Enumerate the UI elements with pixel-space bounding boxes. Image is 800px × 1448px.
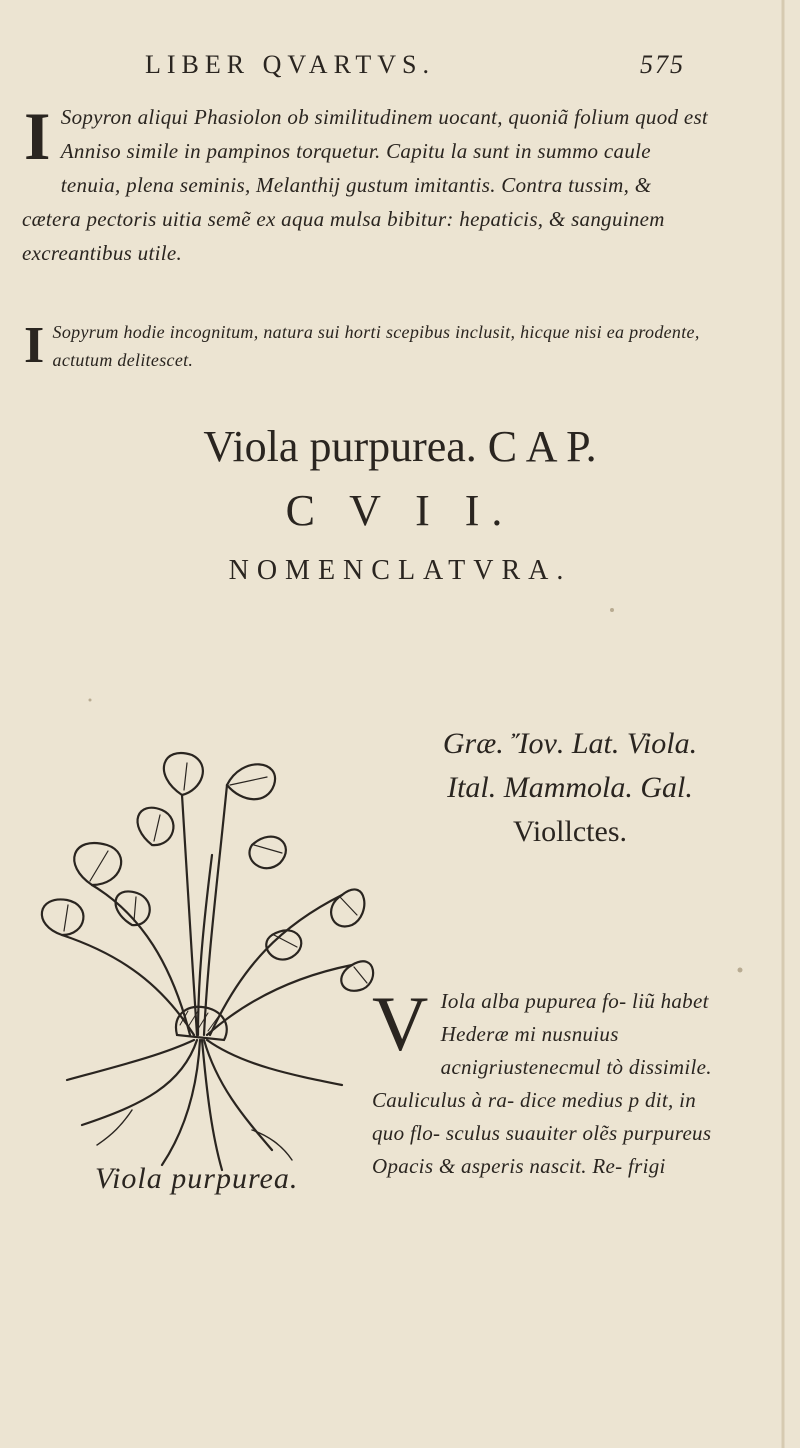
names-block xyxy=(360,722,780,854)
drop-cap: I xyxy=(24,317,45,374)
paragraph-isopyrum-note xyxy=(22,318,712,374)
names-line-3: Viollctes. xyxy=(512,815,627,848)
paragraph-isopyron xyxy=(22,100,712,270)
chapter-title: Viola purpurea. C A P. xyxy=(203,422,597,471)
names-line-2: Ital. Mammola. Gal. xyxy=(447,771,693,804)
paragraph-text: Iola alba pupurea fo- liũ habet Hederæ mi nusnuius acnigriustenecmul tò dissimile. Cauliculus à ra- dice medius p dit, in quo flo- sculus suauiter olẽs purpureus Opacis & asperis nascit. Re- frigi xyxy=(372,989,712,1178)
running-title: LIBER QVARTVS. xyxy=(145,50,435,79)
paragraph-text: Sopyrum hodie incognitum, natura sui horti scepibus inclusit, hicque nisi ea prodente, actutum delitescet. xyxy=(52,322,700,370)
running-header xyxy=(145,50,685,90)
drop-cap: I xyxy=(24,98,51,174)
nomenclature-heading: NOMENCLATVRA. xyxy=(228,555,572,586)
viola-woodcut-illustration xyxy=(12,735,382,1175)
names-line-1: Græ. Ἴον. Lat. Viola. xyxy=(442,727,698,760)
chapter-number: C V I I. xyxy=(285,486,515,535)
figure-caption: Viola purpurea. xyxy=(95,1162,299,1195)
paragraph-viola-description xyxy=(372,980,717,1183)
page-number: 575 xyxy=(640,50,685,79)
drop-cap: V xyxy=(372,980,429,1067)
chapter-heading xyxy=(0,415,800,543)
paragraph-text: Sopyron aliqui Phasiolon ob similitudinem uocant, quoniã folium quod est Anniso simile in pampinos torquetur. Capitu la sunt in summo caule tenuia, plena seminis, Melanthij gustum imitantis. Contra tussim, & cætera pectoris uitia semẽ ex aqua mulsa bibitur: hepaticis, & sanguinem excreantibus utile. xyxy=(22,105,709,265)
